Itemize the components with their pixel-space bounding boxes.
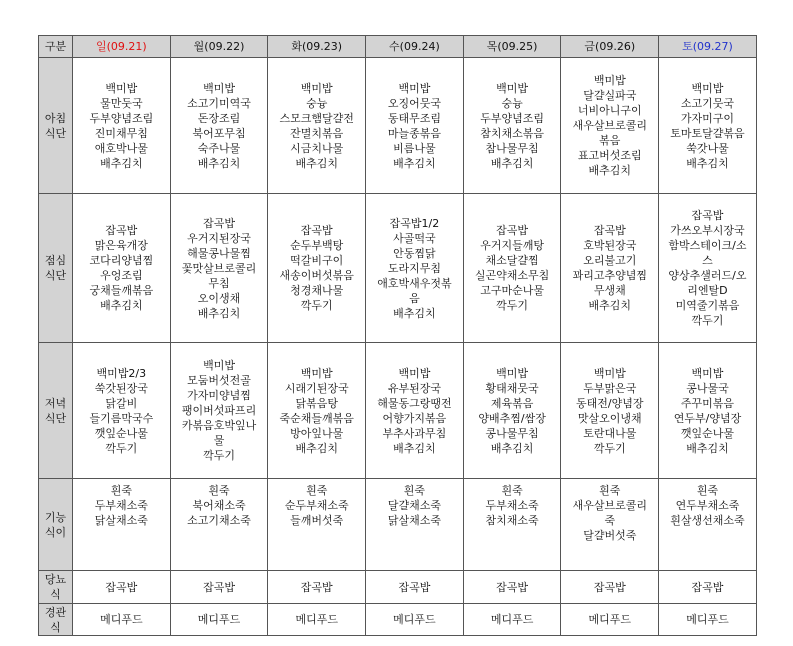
menu-cell-sat [659,571,757,604]
menu-item: 백미밥 [300,366,333,380]
menu-item: 닭살채소죽 [94,514,148,527]
menu-item: 쑥갓나물 [686,141,729,155]
menu-item: 우엉조림 [100,269,143,282]
day-header-fri: 금(09.26) [561,36,659,58]
menu-item: 흰살생선채소죽 [670,514,745,527]
menu-item: 잡곡밥 [496,580,529,594]
menu-item: 콩나물무침 [485,426,539,440]
menu-item: 마늘종볶음 [387,126,441,140]
menu-item: 순두부백탕 [290,239,344,252]
menu-item: 두부맑은국 [583,381,637,395]
menu-item: 가자미양념찜 [187,389,251,402]
menu-item: 숭늉 [501,96,523,110]
menu-item: 배추김치 [295,441,338,455]
menu-item: 메디푸드 [295,613,338,626]
row-label-text: 아침 [44,111,67,125]
menu-item: 물 [213,434,225,447]
menu-item: 어향가지볶음 [382,411,447,425]
menu-item: 잡곡밥 [300,580,333,594]
menu-item: 백미밥 [691,366,724,380]
menu-item: 오리불고기 [583,254,637,267]
menu-item: 배추김치 [100,156,143,170]
menu-item: 실곤약채소무침 [474,269,550,282]
menu-item: 메디푸드 [588,613,632,626]
day-header-wed: 수(09.24) [366,36,464,58]
menu-item: 잡곡밥 [593,580,626,594]
menu-cell-sat [659,604,757,636]
menu-cell-fri [561,571,659,604]
menu-item: 백미밥 [105,81,138,95]
menu-cell-wed [366,58,464,194]
menu-item: 두부양념조림 [89,111,154,125]
menu-item: 달걀실파국 [583,89,637,102]
menu-item: 배추김치 [588,299,632,312]
menu-item: 참치채소볶음 [480,126,544,140]
menu-cell-sun [73,194,171,343]
menu-item: 달걀버섯죽 [583,529,637,542]
row-label-text: 경관 [44,605,67,619]
menu-item: 도라지무침 [387,261,441,275]
menu-cell-tue [268,604,366,636]
menu-cell-fri [561,343,659,479]
menu-cell-fri [561,194,659,343]
menu-item: 백미밥 [593,74,626,87]
menu-item: 배추김치 [393,441,436,455]
row-label-text: 당뇨 [44,573,67,586]
menu-item: 백미밥 [593,366,626,380]
menu-cell-wed [366,571,464,604]
menu-item: 백미밥2/3 [96,366,147,380]
menu-cell-wed [366,343,464,479]
menu-item: 배추김치 [295,156,338,170]
menu-item: 양배추찜/쌈장 [478,411,546,425]
menu-item: 참치채소죽 [485,514,539,527]
menu-cell-thu [463,58,561,194]
menu-item: 표고버섯조림 [577,149,642,162]
menu-item: 배추김치 [197,156,241,170]
menu-item: 흰죽 [696,484,719,497]
menu-item: 애호박새우젓볶 [377,276,452,290]
menu-item: 궁채들깨볶음 [89,284,154,297]
menu-item: 토마토달걀볶음 [670,126,745,140]
menu-item: 유부된장국 [387,381,441,395]
menu-item: 시금치나물 [290,141,344,155]
menu-item: 가자미구이 [680,111,735,125]
menu-item: 진미채무침 [94,126,148,140]
menu-cell-fri [561,479,659,571]
menu-item: 두부채소죽 [94,499,148,512]
menu-item: 죽 [604,514,616,527]
functional-diet-row [39,479,757,571]
menu-item: 시래기된장국 [284,381,349,395]
menu-item: 깍두기 [203,449,235,462]
menu-item: 잡곡밥 [496,224,529,237]
day-header-tue: 화(09.23) [268,36,366,58]
menu-item: 숭늉 [306,96,328,110]
menu-cell-thu [463,343,561,479]
row-label-text: 식이 [44,525,67,539]
menu-item: 비름나물 [393,141,436,155]
menu-item: 닭갈비 [105,396,138,410]
menu-cell-mon [170,194,268,343]
menu-item: 들기름막국수 [89,411,154,425]
menu-item: 물만둣국 [100,96,143,110]
menu-item: 연두부채소죽 [675,499,740,512]
menu-item: 배추김치 [490,441,534,455]
menu-item: 꽈리고추양념찜 [572,269,647,282]
menu-item: 흰죽 [599,484,621,497]
row-label [39,571,73,604]
corner-header: 구분 [39,36,73,58]
menu-item: 흰죽 [110,484,132,497]
menu-item: 연두부/양념장 [673,411,742,425]
menu-cell-tue [268,571,366,604]
dinner-row [39,343,757,479]
menu-item: 제육볶음 [490,396,534,410]
row-label [39,343,73,479]
menu-cell-tue [268,58,366,194]
menu-item: 소고기채소죽 [187,514,251,527]
menu-item: 해물동그랑땡전 [377,396,452,410]
lunch-row [39,194,757,343]
menu-item: 메디푸드 [100,613,143,626]
menu-item: 잡곡밥 [203,580,235,594]
menu-item: 무생채 [593,284,626,297]
menu-item: 배추김치 [393,306,436,320]
menu-item: 배추김치 [686,156,729,170]
menu-item: 메디푸드 [686,613,729,626]
menu-item: 잡곡밥 [398,580,431,594]
menu-cell-wed [366,604,464,636]
menu-cell-tue [268,194,366,343]
menu-item: 해물콩나물찜 [187,246,251,260]
menu-item: 배추김치 [100,299,143,312]
menu-item: 주꾸미볶음 [680,396,735,410]
menu-item: 배추김치 [588,164,632,177]
menu-cell-wed [366,479,464,571]
menu-item: 순두부채소죽 [284,499,349,512]
menu-item: 오이생채 [197,291,241,305]
menu-item: 죽순채들깨볶음 [279,411,354,425]
menu-item: 깍두기 [105,441,138,455]
menu-item: 백미밥 [398,366,431,380]
menu-item: 달걀채소죽 [387,499,441,512]
menu-item: 우거지된장국 [187,231,251,245]
menu-item: 무침 [208,276,230,290]
menu-cell-sun [73,343,171,479]
menu-item: 메디푸드 [393,613,436,626]
menu-item: 메디푸드 [490,613,534,626]
menu-item: 리엔탈D [687,284,728,297]
row-label-text: 식단 [44,411,67,425]
row-label-text: 식단 [44,126,67,140]
menu-item: 토란대나물 [583,426,637,440]
menu-item: 가쓰오부시장국 [670,224,745,237]
menu-item: 새우살브로콜리 [572,499,647,512]
menu-cell-sun [73,58,171,194]
menu-cell-mon [170,571,268,604]
menu-item: 닭볶음탕 [295,396,338,410]
menu-cell-sun [73,604,171,636]
menu-item: 백미밥 [496,366,529,380]
menu-item: 너비아니구이 [577,104,642,117]
menu-item: 배추김치 [490,156,534,170]
menu-cell-mon [170,604,268,636]
menu-item: 부추사과무침 [382,426,447,440]
row-label-text: 식단 [44,269,67,282]
menu-item: 사골떡국 [393,231,436,245]
row-label [39,479,73,571]
menu-item: 스 [702,254,713,267]
menu-cell-thu [463,479,561,571]
menu-item: 소고기미역국 [187,96,251,110]
menu-item: 잔멸치볶음 [290,126,344,140]
menu-item: 배추김치 [686,441,729,455]
row-label [39,194,73,343]
menu-cell-mon [170,343,268,479]
row-label-text: 기능 [44,510,67,524]
menu-item: 채소달걀찜 [485,254,539,267]
menu-cell-wed [366,194,464,343]
menu-item: 백미밥 [691,81,724,95]
menu-item: 새송이버섯볶음 [279,269,354,282]
menu-item: 깻잎순나물 [94,426,148,440]
menu-item: 돈장조림 [197,111,241,125]
menu-item: 백미밥 [398,81,431,95]
day-header-mon: 월(09.22) [170,36,268,58]
menu-item: 잡곡밥 [105,580,138,594]
menu-item: 우거지들깨탕 [480,239,544,252]
menu-item: 숙주나물 [197,141,241,155]
menu-item: 흰죽 [501,484,523,497]
menu-item: 황태채뭇국 [485,381,539,395]
menu-item: 볶음 [599,134,621,147]
tube-feeding-row [39,604,757,636]
menu-item: 참나물무침 [485,141,539,155]
menu-item: 맛살오이냉채 [577,411,642,425]
row-label-text: 점심 [44,254,67,267]
menu-item: 고구마순나물 [480,284,544,297]
menu-item: 백미밥 [300,81,333,95]
header-row [39,36,757,58]
menu-item: 새우살브로콜리 [572,119,647,132]
menu-item: 꽃맛살브로콜리 [181,261,257,275]
menu-item: 양상추샐러드/오 [668,269,747,282]
menu-item: 잡곡밥 [691,580,724,594]
menu-item: 북어채소죽 [192,499,246,512]
menu-item: 모둠버섯전골 [187,374,251,387]
diabetic-diet-row [39,571,757,604]
menu-cell-sat [659,194,757,343]
menu-cell-tue [268,343,366,479]
menu-item: 백미밥 [203,81,235,95]
menu-cell-thu [463,571,561,604]
menu-item: 카볶음호박잎나 [181,419,257,432]
row-label [39,604,73,636]
menu-cell-mon [170,58,268,194]
menu-cell-sat [659,343,757,479]
menu-item: 깻잎순나물 [680,426,735,440]
menu-cell-sun [73,571,171,604]
menu-item: 코다리양념찜 [89,254,154,267]
menu-item: 함박스테이크/소 [668,239,747,252]
menu-item: 북어포무침 [192,126,246,140]
menu-cell-thu [463,194,561,343]
menu-item: 콩나물국 [686,381,729,395]
row-label [39,58,73,194]
menu-item: 오징어뭇국 [387,96,441,110]
menu-item: 동태무조림 [387,111,441,125]
menu-item: 쑥갓된장국 [94,381,148,395]
menu-item: 두부채소죽 [485,499,539,512]
menu-item: 깍두기 [300,299,333,312]
menu-item: 안동찜닭 [393,246,436,260]
menu-item: 배추김치 [393,156,436,170]
day-header-thu: 목(09.25) [463,36,561,58]
menu-cell-sat [659,58,757,194]
menu-item: 스모크햄달걀전 [279,111,354,125]
menu-item: 잡곡밥1/2 [389,216,440,230]
breakfast-row [39,58,757,194]
menu-item: 동태전/양념장 [576,396,644,410]
menu-item: 미역줄기볶음 [675,299,740,312]
menu-item: 떡갈비구이 [290,254,344,267]
menu-item: 흰죽 [403,484,426,497]
weekly-meal-table [38,35,757,636]
menu-item: 호박된장국 [583,239,637,252]
menu-cell-fri [561,604,659,636]
menu-item: 방아잎나물 [290,426,344,440]
menu-cell-mon [170,479,268,571]
row-label-text: 식 [50,588,61,601]
menu-item: 깍두기 [496,299,529,312]
menu-item: 백미밥 [203,359,235,372]
menu-item: 두부양념조림 [480,111,544,125]
menu-item: 흰죽 [208,484,230,497]
row-label-text: 식 [50,620,61,634]
menu-item: 맑은육개장 [94,239,148,252]
menu-item: 메디푸드 [197,613,241,626]
menu-cell-sat [659,479,757,571]
menu-item: 청경채나물 [290,284,344,297]
menu-cell-thu [463,604,561,636]
menu-item: 잡곡밥 [593,224,626,237]
menu-item: 잡곡밥 [105,224,138,237]
menu-item: 소고기뭇국 [680,96,735,110]
menu-item: 흰죽 [306,484,328,497]
menu-item: 잡곡밥 [300,224,333,237]
day-header-sun: 일(09.21) [73,36,171,58]
menu-item: 애호박나물 [94,141,148,155]
menu-item: 백미밥 [496,81,529,95]
menu-item: 깍두기 [691,314,724,327]
menu-item: 잡곡밥 [691,209,724,222]
row-label-text: 저녁 [44,396,67,410]
menu-cell-sun [73,479,171,571]
menu-item: 팽이버섯파프리 [181,404,257,417]
menu-item: 들깨버섯죽 [290,514,344,527]
menu-item: 배추김치 [197,306,241,320]
menu-item: 음 [409,291,420,305]
menu-item: 닭살채소죽 [387,514,441,527]
menu-item: 깍두기 [593,441,626,455]
menu-cell-fri [561,58,659,194]
menu-item: 잡곡밥 [203,216,235,230]
menu-cell-tue [268,479,366,571]
day-header-sat: 토(09.27) [659,36,757,58]
